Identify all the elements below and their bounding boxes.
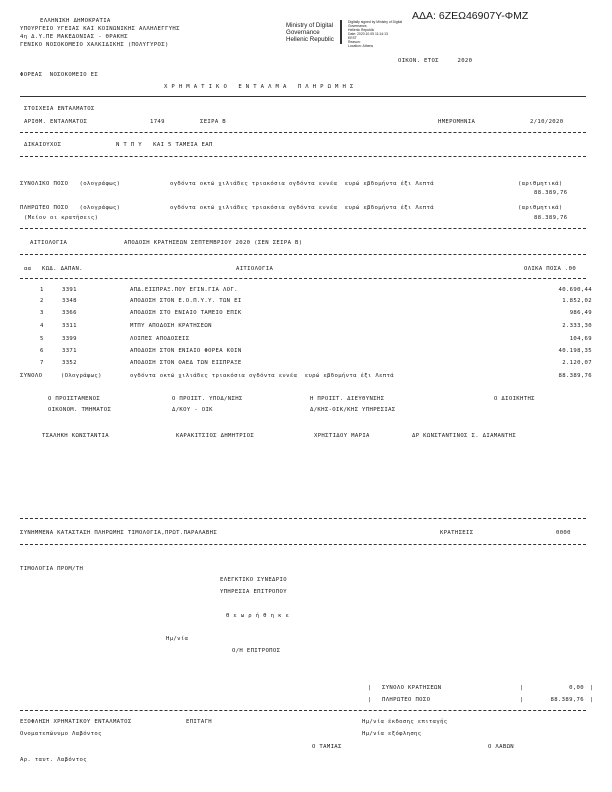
row-code: 3399 [62, 336, 77, 342]
payable-label: ΠΛΗΡΩΤΕΟ ΠΟΣΟ (ολογράφως) [20, 205, 121, 211]
signatory-name-4: ΔΡ ΚΩΝΣΤΑΝΤΙΝΟΣ Σ. ΔΙΑΜΑΝΤΗΣ [412, 433, 517, 439]
sum-label: ΣΥΝΟΛΟ (Ολογράφως) [20, 373, 102, 379]
total-numeric-label: (αριθμητικά) [518, 181, 563, 187]
agency: ΦΟΡΕΑΣ ΝΟΣΟΚΟΜΕΙΟ ΕΣ [20, 72, 99, 78]
row-aa: 5 [40, 336, 44, 342]
divider [20, 254, 586, 255]
order-section-title: ΣΤΟΙΧΕΙΑ ΕΝΤΑΛΜΑΤΟΣ [24, 106, 95, 112]
total-words: ογδόντα οκτώ χιλιάδες τριακόσια ογδόντα εννέα ευρώ εβδομήντα έξι Λεπτά [170, 181, 434, 187]
issuer-line-2: ΥΠΟΥΡΓΕΙΟ ΥΓΕΙΑΣ ΚΑΙ ΚΟΙΝΩΝΙΚΗΣ ΑΛΛΗΛΕΓΓΥΗΣ [20, 26, 180, 32]
divider [20, 278, 586, 279]
row-desc: ΛΟΙΠΕΣ ΑΠΟΔΟΣΕΙΣ [130, 336, 190, 342]
seal-bar-icon [337, 20, 345, 44]
row-desc: ΑΠΟΔΟΣΗ ΣΤΟ ΕΝΙΑΙΟ ΤΑΜΕΙΟ ΕΠΙΚ [130, 310, 242, 316]
signature-line: Location: Athens [348, 44, 374, 48]
fiscal-year: ΟΙΚΟΝ. ΕΤΟΣ 2020 [398, 58, 473, 64]
col-header-code: ΚΩΔ. ΔΑΠΑΝ. [42, 266, 83, 272]
order-number: 1749 [150, 119, 165, 125]
row-aa: 1 [40, 287, 44, 293]
footer-recipient-id: Αρ. ταυτ. Λαβόντος [20, 757, 87, 763]
row-code: 3371 [62, 348, 77, 354]
summary-payable-value: 88.389,76 [550, 697, 584, 703]
beneficiary-value: Ν Τ Π Υ ΚΑΙ 5 ΤΑΜΕΙΑ ΕΑΠ [116, 142, 213, 148]
role-head-accounts-dept: ΟΙΚΟΝΟΜ. ΤΜΗΜΑΤΟΣ [48, 407, 112, 413]
signatory-name-1: ΤΣΑΛΗΚΗ ΚΩΝΣΤΑΝΤΙΑ [42, 433, 109, 439]
divider [20, 132, 586, 133]
ada-number: ΑΔΑ: 6ΖΕΩ46907Υ-ΦΜΖ [412, 10, 529, 22]
row-desc: ΜΤΠΥ ΑΠΟΔΟΣΗ ΚΡΑΤΗΣΕΩΝ [130, 323, 212, 329]
divider [20, 710, 586, 711]
role-head-accounts: Ο ΠΡΟΙΣΤΑΜΕΝΟΣ [48, 396, 101, 402]
row-desc: ΑΠΟΔΟΣΗ ΣΤΟΝ Ε.Ο.Π.Υ.Υ. ΤΩΝ ΕΙ [130, 298, 242, 304]
divider [20, 156, 586, 157]
row-desc: ΑΠΟΔΟΣΗ ΣΤΟΝ ΕΝΙΑΙΟ ΦΟΡΕΑ ΚΟΙΝ [130, 348, 242, 354]
divider [20, 518, 586, 519]
row-amount: 40.690,44 [558, 287, 592, 293]
attachments-amount: 0000 [556, 530, 571, 536]
col-header-aa: αα [24, 266, 32, 272]
summary-bar: | [590, 697, 594, 703]
order-date-label: ΗΜΕΡΟΜΗΝΙΑ [438, 119, 476, 125]
ministry-line-1: Ministry of Digital [286, 22, 334, 29]
audit-date-label: Ημ/νία [166, 636, 189, 642]
role-head-directorate: Η ΠΡΟΙΣΤ. ΔΙΕΥΘΥΝΣΗΣ [310, 396, 385, 402]
row-code: 3352 [62, 360, 77, 366]
row-code: 3391 [62, 287, 77, 293]
summary-bar: | [590, 685, 594, 691]
invoice-label: ΤΙΜΟΛΟΓΙΑ ΠΡΟΜ/ΤΗ [20, 566, 84, 572]
row-aa: 4 [40, 323, 44, 329]
row-amount: 104,69 [569, 336, 592, 342]
signature-line: EEST [348, 36, 357, 40]
attachments-label: ΣΥΝΗΜΜΕΝΑ ΚΑΤΑΣΤΑΣΗ ΠΛΗΡΩΜΗΣ ΤΙΜΟΛΟΓΙΑ,ΠΡΩΤ.ΠΑΡΑΛΑΒΗΣ [20, 530, 218, 536]
role-head-subdirectorate: Ο ΠΡΟΙΣΤ. ΥΠΟΔ/ΝΣΗΣ [172, 396, 243, 402]
total-amount: 88.389,76 [534, 190, 568, 196]
payable-numeric-label: (αριθμητικά) [518, 205, 563, 211]
order-series: ΣΕΙΡΑ Β [200, 119, 227, 125]
sum-amount: 88.389,76 [558, 373, 592, 379]
signature-line: Digitally signed by Ministry of Digital [348, 20, 403, 24]
ministry-line-3: Hellenic Republic [286, 36, 334, 43]
ministry-line-2: Governance [286, 29, 320, 36]
summary-bar: | [520, 697, 524, 703]
col-header-amount: ΟΛΙΚΑ ΠΟΣΑ .00 [524, 266, 577, 272]
row-aa: 3 [40, 310, 44, 316]
divider [20, 228, 586, 229]
justification-text: ΑΠΟΔΟΣΗ ΚΡΑΤΗΣΕΩΝ ΣΕΠΤΕΜΒΡΙΟΥ 2020 (ΣΕΝ ΣΕΙΡΑ Β) [124, 240, 303, 246]
payable-sub-label: (Μείον οι κρατήσεις) [24, 215, 99, 221]
audit-court: ΕΛΕΓΚΤΙΚΟ ΣΥΝΕΔΡΙΟ [220, 577, 287, 583]
divider [20, 544, 586, 545]
beneficiary-label: ΔΙΚΑΙΟΥΧΟΣ [24, 142, 62, 148]
row-aa: 7 [40, 360, 44, 366]
payable-words: ογδόντα οκτώ χιλιάδες τριακόσια ογδόντα εννέα ευρώ εβδομήντα έξι Λεπτά [170, 205, 434, 211]
signature-line: Governance, [348, 24, 368, 28]
row-desc: ΑΠΔ.ΕΙΣΠΡΑΞ.ΠΟΥ ΕΓΙΝ.ΓΙΑ ΛΟΓ. [130, 287, 238, 293]
document-title: Χ Ρ Η Μ Α Τ Ι Κ Ο Ε Ν Τ Α Λ Μ Α Π Λ Η Ρ Ω Μ Η Σ [164, 84, 354, 90]
divider [20, 96, 586, 97]
summary-payable-label: ΠΛΗΡΩΤΕΟ ΠΟΣΟ [382, 697, 431, 703]
footer-cheque-date: Ημ/νία έκδοσης επιταγής [362, 719, 448, 725]
issuer-line-1: ΕΛΛΗΝΙΚΗ ΔΗΜΟΚΡΑΤΙΑ [40, 18, 111, 24]
footer-settlement-date: Ημ/νία εξόφλησης [362, 731, 422, 737]
summary-bar: | [520, 685, 524, 691]
footer-cashier: Ο ΤΑΜΙΑΣ [312, 744, 342, 750]
role-head-directorate-dept: Δ/ΚΗΣ-ΟΙΚ/ΚΗΣ ΥΠΗΡΕΣΙΑΣ [310, 407, 396, 413]
role-governor: Ο ΔΙΟΙΚΗΤΗΣ [494, 396, 535, 402]
audit-commissioner: Ο/Η ΕΠΙΤΡΟΠΟΣ [232, 648, 281, 654]
total-label: ΣΥΝΟΛΙΚΟ ΠΟΣΟ (ολογράφως) [20, 181, 121, 187]
order-number-label: ΑΡΙΘΜ. ΕΝΤΑΛΜΑΤΟΣ [24, 119, 88, 125]
row-aa: 6 [40, 348, 44, 354]
row-desc: ΑΠΟΔΟΣΗ ΣΤΟΝ ΟΑΕΔ ΤΩΝ ΕΙΣΠΡΑΞΕ [130, 360, 242, 366]
summary-bar: | [368, 697, 372, 703]
issuer-line-3: 4η Δ.Υ.ΠΕ ΜΑΚΕΔΟΝΙΑΣ - ΘΡΑΚΗΣ [20, 34, 128, 40]
attachments-deductions: ΚΡΑΤΗΣΕΙΣ [440, 530, 474, 536]
row-amount: 1.852,02 [562, 298, 592, 304]
row-amount: 40.198,35 [558, 348, 592, 354]
footer-recipient-name: Ονοματεπώνυμο Λαβόντος [20, 731, 102, 737]
row-code: 3348 [62, 298, 77, 304]
signature-line: Reason: [348, 40, 361, 44]
summary-bar: | [368, 685, 372, 691]
row-amount: 986,49 [569, 310, 592, 316]
footer-cheque: ΕΠΙΤΑΓΗ [186, 719, 213, 725]
order-date: 2/10/2020 [530, 119, 564, 125]
sum-words: ογδόντα οκτώ χιλιάδες τριακόσια ογδόντα εννέα ευρώ εβδομήντα έξι Λεπτά [130, 373, 394, 379]
signature-line: Date: 2020.10.05 11:14:13 [348, 32, 388, 36]
signatory-name-2: ΚΑΡΑΚΙΤΣΙΟΣ ΔΗΜΗΤΡΙΟΣ [176, 433, 255, 439]
summary-deductions-label: ΣΥΝΟΛΟ ΚΡΑΤΗΣΕΩΝ [382, 685, 442, 691]
footer-recipient: Ο ΛΑΒΩΝ [488, 744, 515, 750]
row-code: 3366 [62, 310, 77, 316]
signature-line: Hellenic Republic [348, 28, 375, 32]
audit-service: ΥΠΗΡΕΣΙΑ ΕΠΙΤΡΟΠΟΥ [220, 589, 287, 595]
justification-label: ΑΙΤΙΟΛΟΓΙΑ [30, 240, 68, 246]
issuer-line-4: ΓΕΝΙΚΟ ΝΟΣΟΚΟΜΕΙΟ ΧΑΛΚΙΔΙΚΗΣ (ΠΟΛΥΓΥΡΟΣ) [20, 42, 169, 48]
footer-settlement: ΕΞΟΦΛΗΣΗ ΧΡΗΜΑΤΙΚΟΥ ΕΝΤΑΛΜΑΤΟΣ [20, 719, 132, 725]
row-aa: 2 [40, 298, 44, 304]
row-code: 3311 [62, 323, 77, 329]
summary-deductions-value: 0,00 [569, 685, 584, 691]
col-header-desc: ΑΙΤΙΟΛΟΓΙΑ [236, 266, 274, 272]
audit-approved: Θ ε ω ρ ή θ η κ ε [226, 613, 290, 619]
row-amount: 2.120,07 [562, 360, 592, 366]
signatory-name-3: ΧΡΗΣΤΙΔΟΥ ΜΑΡΙΑ [314, 433, 370, 439]
role-head-subdirectorate-dept: Δ/ΚΟΥ - ΟΙΚ [172, 407, 213, 413]
row-amount: 2.333,30 [562, 323, 592, 329]
payable-amount: 88.389,76 [534, 215, 568, 221]
